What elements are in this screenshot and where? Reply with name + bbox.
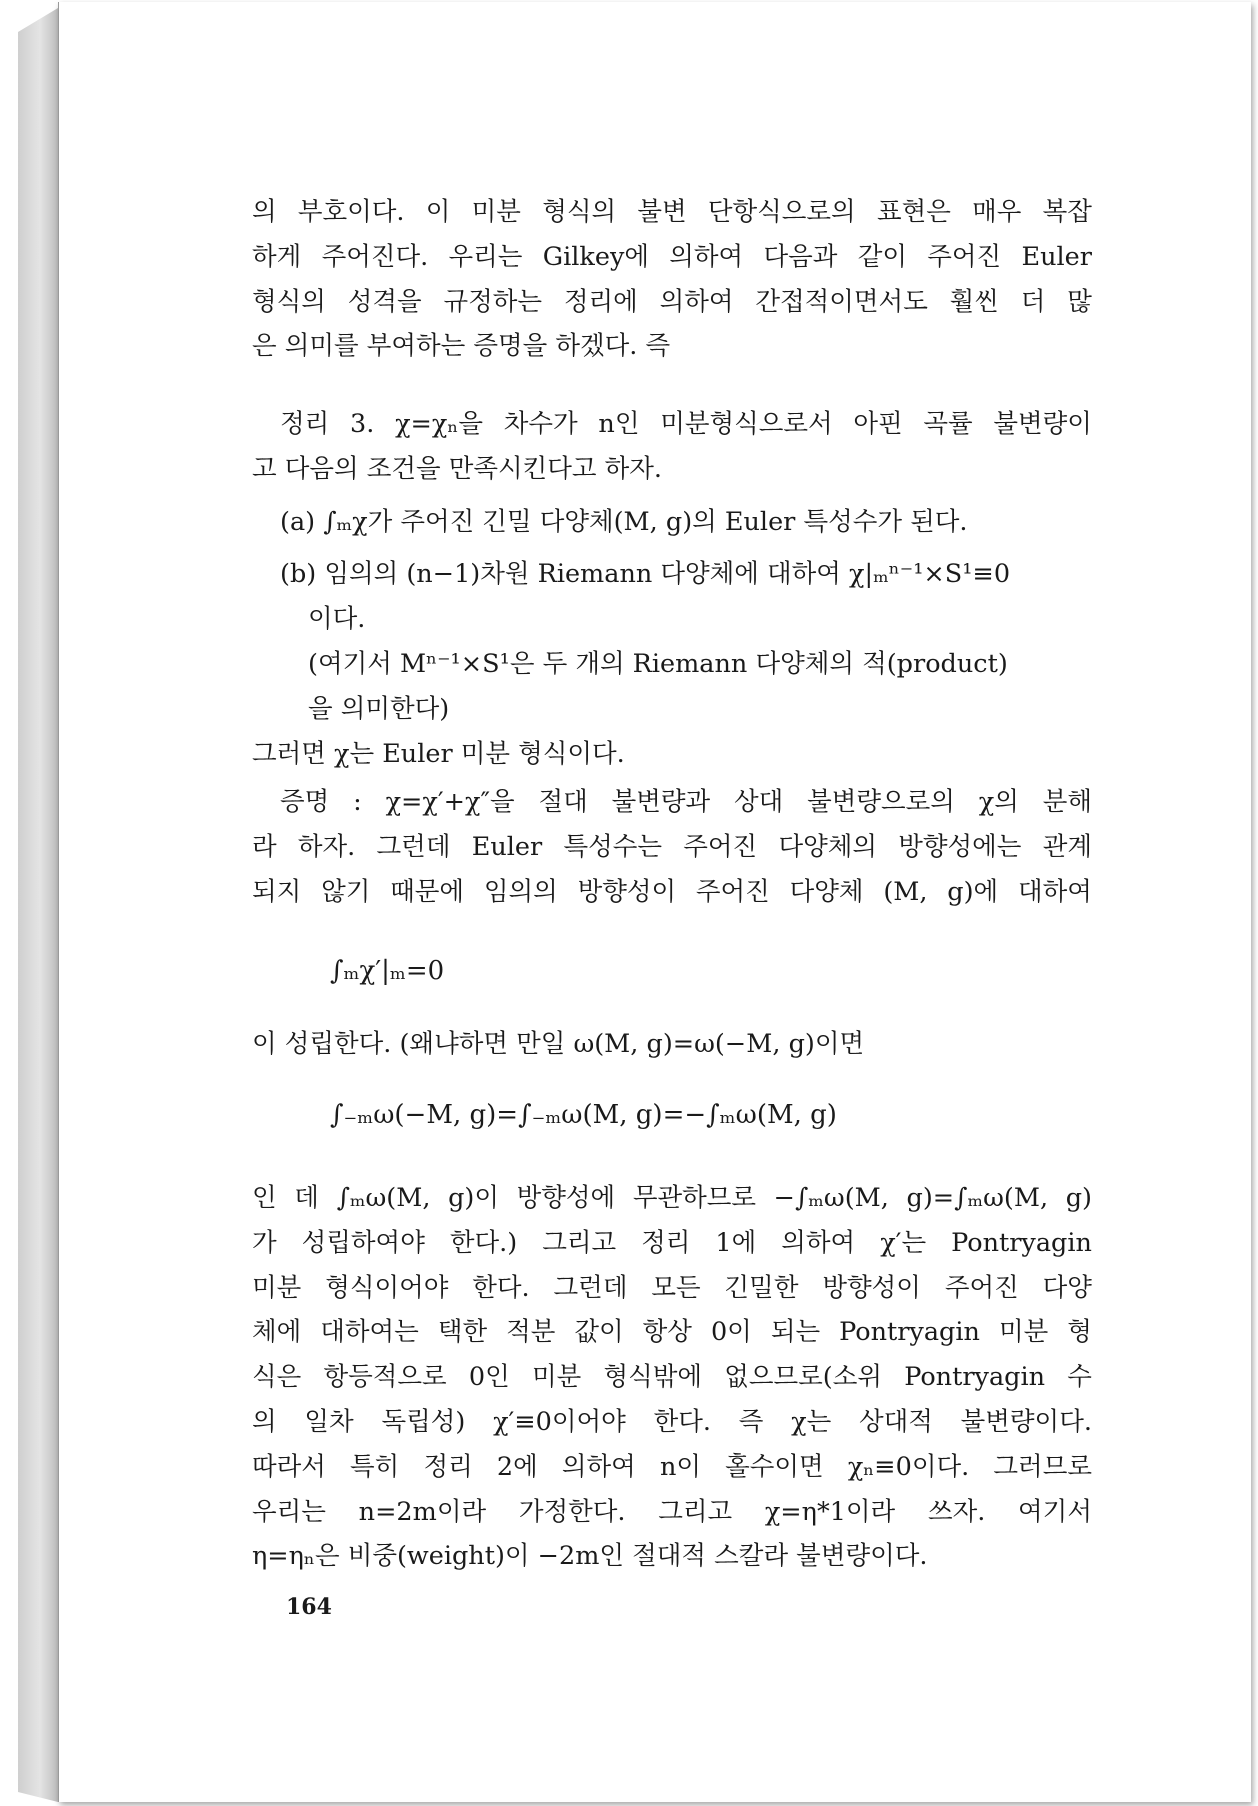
formula-orientation: ∫₋ₘω(−M, g)=∫₋ₘω(M, g)=−∫ₘω(M, g) [330, 1100, 837, 1130]
text-line: 가 성립하여야 한다.) 그리고 정리 1에 의하여 χ′는 Pontryagin [252, 1227, 1092, 1258]
text-line: 체에 대하여는 택한 적분 값이 항상 0이 되는 Pontryagin 미분 형 [252, 1317, 1092, 1348]
text-line: 은 의미를 부여하는 증명을 하겠다. 즉 [252, 331, 671, 362]
condition-a: (a) ∫ₘχ가 주어진 긴밀 다양체(M, g)의 Euler 특성수가 된다. [280, 506, 968, 537]
theorem-3 [252, 402, 1092, 776]
text-line: 따라서 특히 정리 2에 의하여 n이 홀수이면 χₙ≡0이다. 그러므로 [252, 1451, 1092, 1482]
book-spine [18, 8, 58, 1802]
text-line: 우리는 n=2m이라 가정한다. 그리고 χ=η*1이라 쓰자. 여기서 [252, 1496, 1092, 1527]
proof-reason [252, 1022, 1092, 1067]
text-line: 되지 않기 때문에 임의의 방향성이 주어진 다양체 (M, g)에 대하여 [252, 876, 1092, 907]
text-line: 하게 주어진다. 우리는 Gilkey에 의하여 다음과 같이 주어진 Euler [252, 241, 1092, 272]
text-line: 고 다음의 조건을 만족시킨다고 하자. [252, 453, 663, 484]
text-line: η=ηₙ은 비중(weight)이 −2m인 절대적 스칼라 불변량이다. [252, 1541, 928, 1572]
text-line: 이 성립한다. (왜냐하면 만일 ω(M, g)=ω(−M, g)이면 [252, 1029, 865, 1059]
text-line: (여기서 Mⁿ⁻¹×S¹은 두 개의 Riemann 다양체의 적(product) [308, 648, 1008, 679]
text-line: 이다. [308, 604, 366, 635]
proof-start [252, 780, 1092, 914]
text-line: 라 하자. 그런데 Euler 특성수는 주어진 다양체의 방향성에는 관계 [252, 831, 1092, 862]
text-line: 형식의 성격을 규정하는 정리에 의하여 간접적이면서도 훨씬 더 많 [252, 286, 1092, 317]
condition-b: (b) 임의의 (n−1)차원 Riemann 다양체에 대하여 χ|ₘⁿ⁻¹×S¹≡0 [280, 559, 1011, 590]
text-line: 미분 형식이어야 한다. 그런데 모든 긴밀한 방향성이 주어진 다양 [252, 1272, 1092, 1303]
text-line: 을 의미한다) [308, 693, 450, 724]
formula-integral-zero: ∫ₘχ′|ₘ=0 [330, 956, 445, 986]
text-line: 의 부호이다. 이 미분 형식의 불변 단항식으로의 표현은 매우 복잡 [252, 197, 1092, 227]
proof-continued [252, 1176, 1092, 1579]
text-line: 식은 항등적으로 0인 미분 형식밖에 없으므로(소위 Pontryagin 수 [252, 1362, 1092, 1393]
text-line: 정리 3. χ=χₙ을 차수가 n인 미분형식으로서 아핀 곡률 불변량이 [280, 409, 1092, 439]
page-number: 164 [286, 1594, 332, 1620]
text-line: 의 일차 독립성) χ′≡0이어야 한다. 즉 χ는 상대적 불변량이다. [252, 1406, 1092, 1437]
text-line: 그러면 χ는 Euler 미분 형식이다. [252, 738, 625, 769]
text-line: 인 데 ∫ₘω(M, g)이 방향성에 무관하므로 −∫ₘω(M, g)=∫ₘω(M, g) [252, 1183, 1092, 1213]
text-line: 증명 : χ=χ′+χ″을 절대 불변량과 상대 불변량으로의 χ의 분해 [280, 787, 1092, 817]
paragraph-intro [252, 190, 1092, 369]
